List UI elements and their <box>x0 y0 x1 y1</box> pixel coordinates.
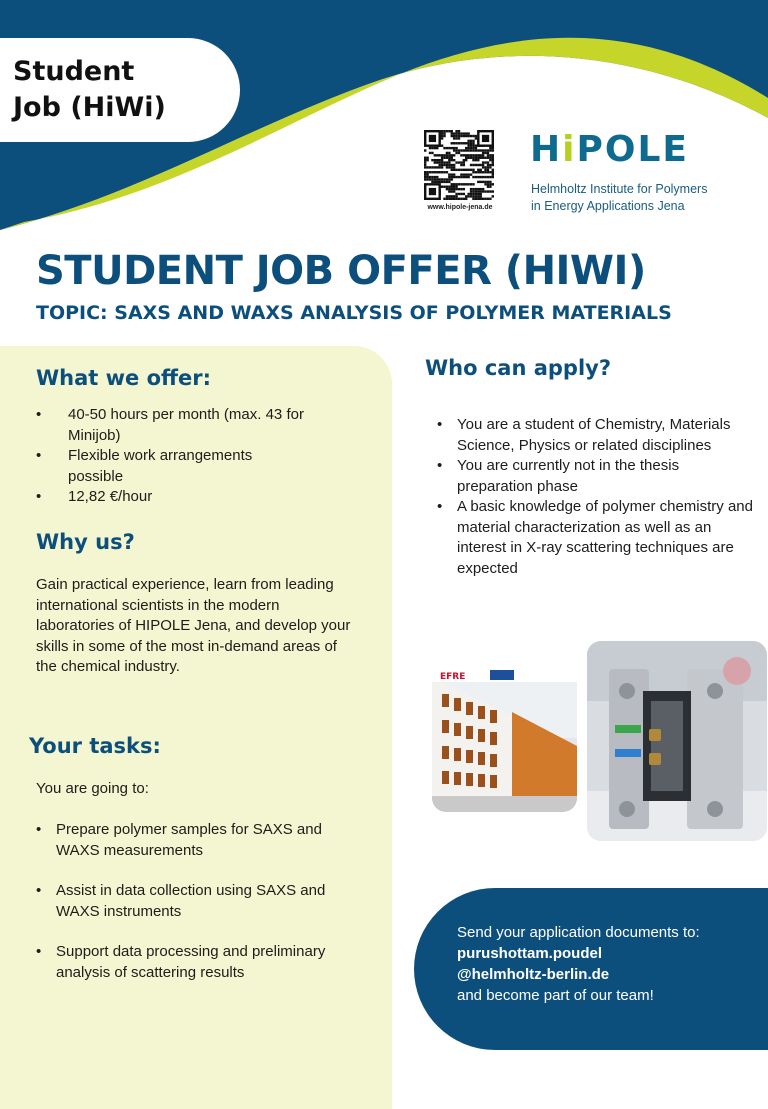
why-heading: Why us? <box>36 530 135 554</box>
list-item: • Assist in data collection using SAXS and WAXS instruments <box>36 882 326 920</box>
why-text: Gain practical experience, learn from leading international scientists in the modern laboratories of HIPOLE Jena, and develop your skills in some of the most in-demand areas of the chemical industry. <box>36 576 351 675</box>
list-item: • Support data processing and preliminary analysis of scattering results <box>36 943 326 981</box>
tasks-heading: Your tasks: <box>29 734 161 758</box>
qr-code-icon[interactable] <box>424 130 494 200</box>
job-type-badge-text <box>13 54 166 126</box>
list-item: • Flexible work arrangements possible <box>36 447 253 485</box>
list-item: • 40-50 hours per month (max. 43 for Minijob) <box>36 406 304 444</box>
building-photo <box>432 668 577 812</box>
list-item: • You are a student of Chemistry, Materials Science, Physics or related disciplines <box>437 416 731 454</box>
offer-heading: What we offer: <box>36 366 212 390</box>
contact-instruction: Send your application documents to: <box>457 924 700 941</box>
contact-email-domain[interactable]: @helmholtz-berlin.de <box>457 966 610 983</box>
hipole-logo: HiPOLE <box>530 129 690 170</box>
contact-closing: and become part of our team! <box>457 987 654 1004</box>
lab-equipment-photo <box>587 641 767 841</box>
efre-sign: EFRE <box>440 672 466 682</box>
contact-text <box>457 922 700 1006</box>
offer-list <box>36 405 306 508</box>
badge-line-2: Job (HiWi) <box>13 92 166 123</box>
apply-heading: Who can apply? <box>425 356 612 380</box>
tasks-intro: You are going to: <box>36 780 149 797</box>
list-item: • A basic knowledge of polymer chemistry and material characterization as well as an interest in X-ray scattering techniques are expected <box>437 498 753 577</box>
list-item: • You are currently not in the thesis preparation phase <box>437 457 680 495</box>
logo-i-mark: i <box>562 129 577 170</box>
list-item: • Prepare polymer samples for SAXS and WAXS measurements <box>36 821 322 859</box>
logo-subtitle: Helmholtz Institute for Polymers in Energy Applications Jena <box>531 182 708 213</box>
contact-email-user[interactable]: purushottam.poudel <box>457 945 602 962</box>
tasks-list <box>36 820 366 1003</box>
topic-subtitle: TOPIC: SAXS AND WAXS ANALYSIS OF POLYMER MATERIALS <box>36 302 672 324</box>
qr-url-caption: www.hipole-jena.de <box>427 204 493 211</box>
list-item: • 12,82 €/hour <box>36 488 153 505</box>
badge-line-1: Student <box>13 56 135 87</box>
page-title: STUDENT JOB OFFER (HIWI) <box>36 248 646 294</box>
apply-list <box>437 415 755 579</box>
